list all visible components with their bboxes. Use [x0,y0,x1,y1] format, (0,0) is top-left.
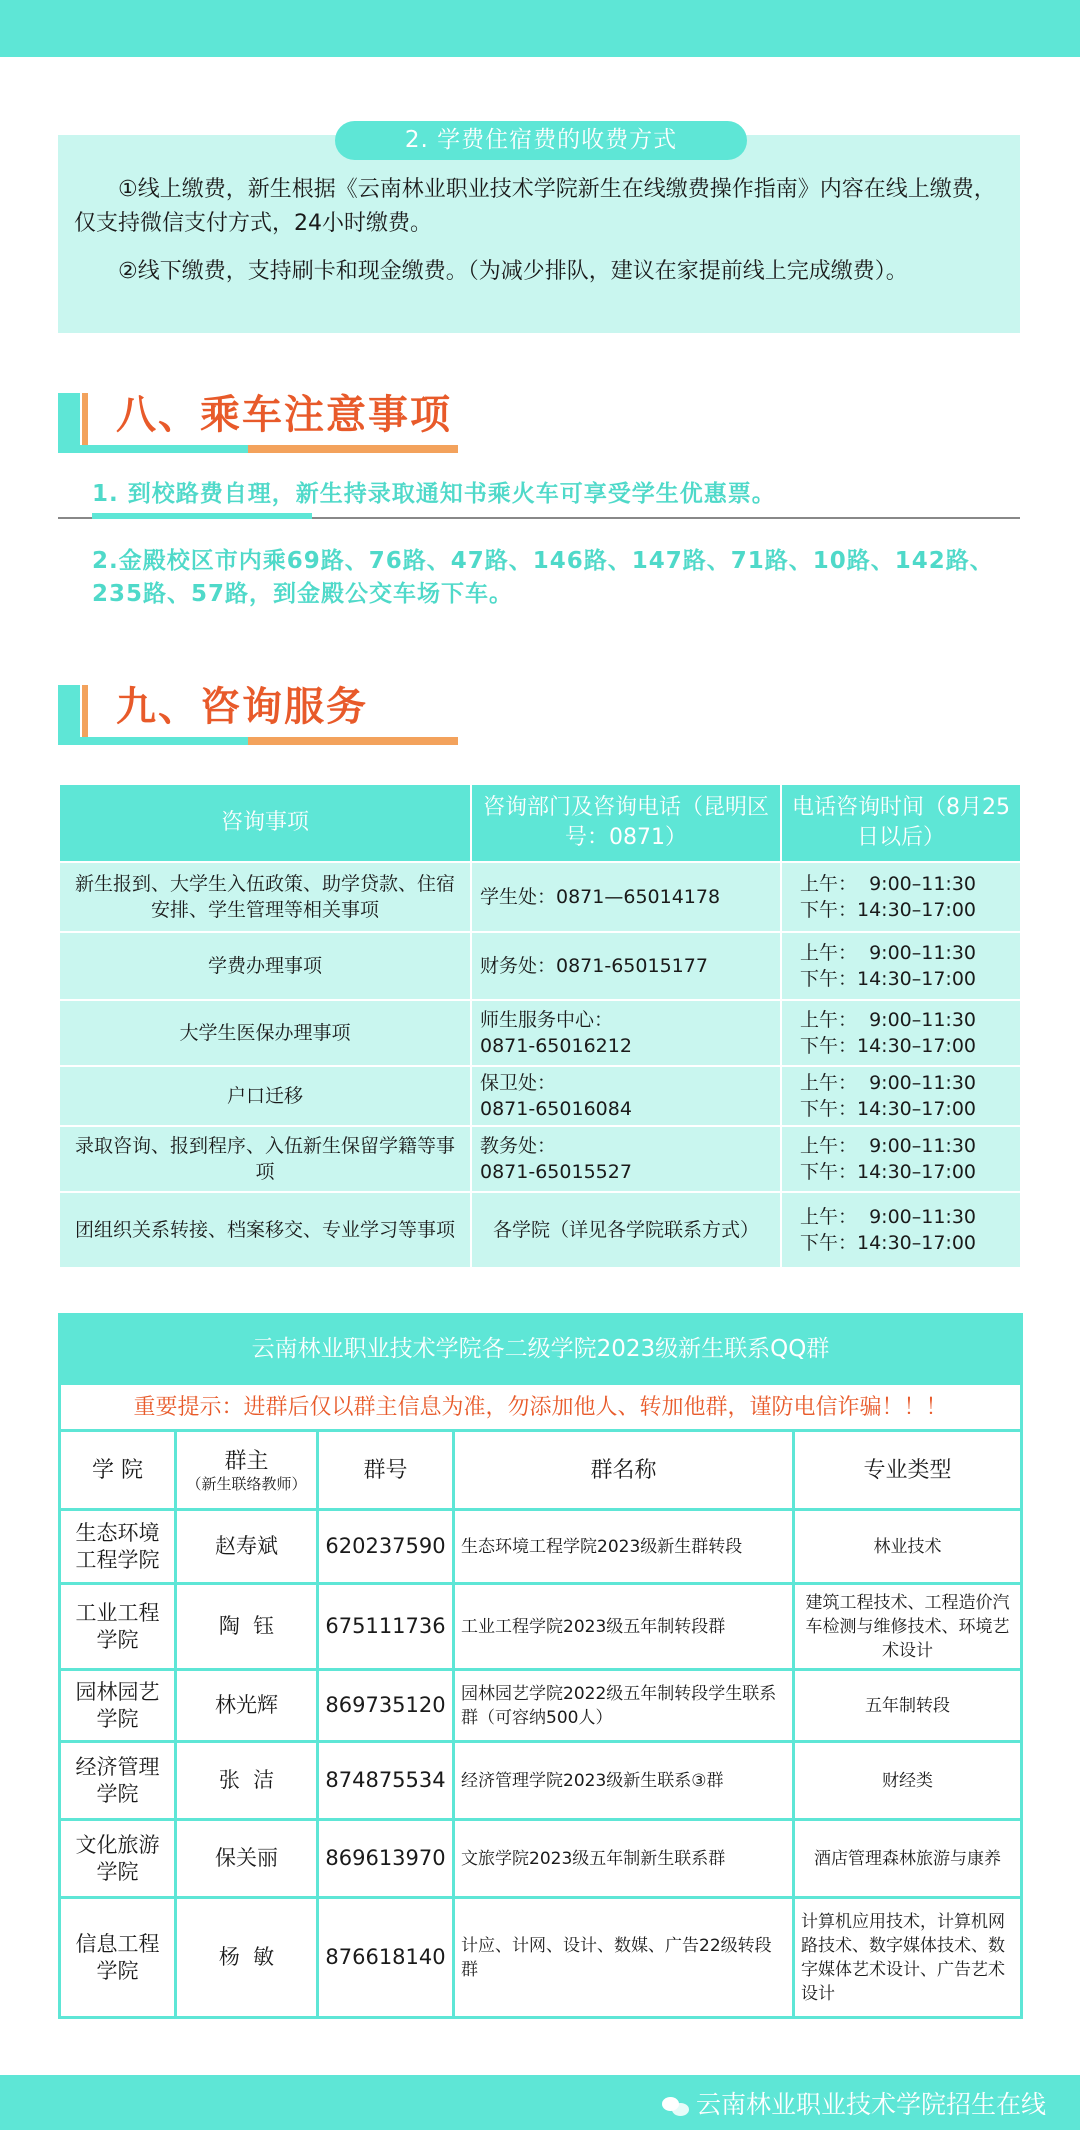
heading-accent [82,685,88,737]
group-name: 文旅学院2023级五年制新生联系群 [454,1820,794,1898]
college-name: 经济管理学院 [60,1742,176,1820]
college-name: 文化旅游学院 [60,1820,176,1898]
bus-note-1: 1. 到校路费自理，新生持录取通知书乘火车可享受学生优惠票。 [92,481,776,507]
fraud-warning: 重要提示：进群后仅以群主信息为准，勿添加他人、转加他群，谨防电信诈骗！！！ [60,1384,1022,1431]
heading-accent [82,393,88,445]
bus-note-2: 2.金殿校区市内乘69路、76路、47路、146路、147路、71路、10路、142路、235路、57路，到金殿公交车场下车。 [92,548,994,607]
table-row [59,862,1021,932]
heading-underline [248,445,458,453]
college-name: 信息工程学院 [60,1898,176,2018]
table-row [60,1510,1022,1584]
consult-time: 上午： 9:00–11:30 下午：14:30–17:00 [781,1000,1021,1066]
column-header: 群名称 [454,1431,794,1510]
heading-underline [58,737,248,745]
heading-accent [58,393,80,445]
major-type: 建筑工程技术、工程造价汽车检测与维修技术、环境艺术设计 [794,1584,1022,1670]
group-name: 生态环境工程学院2023级新生群转段 [454,1510,794,1584]
divider-accent [92,513,312,519]
group-number: 620237590 [318,1510,454,1584]
fee-title: 2. 学费住宿费的收费方式 [335,121,747,160]
table-row [60,1898,1022,2018]
major-type: 林业技术 [794,1510,1022,1584]
column-header-owner [176,1431,318,1510]
table-row [60,1820,1022,1898]
group-name: 工业工程学院2023级五年制转段群 [454,1584,794,1670]
section-8-title: 八、乘车注意事项 [116,392,452,438]
column-header: 专业类型 [794,1431,1022,1510]
column-header: 咨询事项 [59,784,471,862]
group-owner: 林光辉 [176,1670,318,1742]
fee-paragraph-offline: ②线下缴费，支持刷卡和现金缴费。（为减少排队，建议在家提前线上完成缴费）。 [118,259,908,284]
consult-dept: 保卫处： 0871-65016084 [471,1066,781,1126]
group-owner: 杨 敏 [176,1898,318,2018]
group-number: 876618140 [318,1898,454,2018]
consult-item: 新生报到、大学生入伍政策、助学贷款、住宿安排、学生管理等相关事项 [59,862,471,932]
column-header: 群号 [318,1431,454,1510]
wechat-icon [662,2095,690,2117]
major-type: 五年制转段 [794,1670,1022,1742]
consult-time: 上午： 9:00–11:30 下午：14:30–17:00 [781,1192,1021,1268]
consultation-table [58,783,1022,1269]
group-number: 869613970 [318,1820,454,1898]
major-type: 酒店管理森林旅游与康养 [794,1820,1022,1898]
consult-time: 上午： 9:00–11:30 下午：14:30–17:00 [781,862,1021,932]
table-row [59,932,1021,1000]
consult-dept: 教务处： 0871-65015527 [471,1126,781,1192]
qq-group-table [58,1313,1023,2019]
heading-accent [58,685,80,737]
table-row [60,1670,1022,1742]
consult-item: 录取咨询、报到程序、入伍新生保留学籍等事项 [59,1126,471,1192]
table-row [59,1066,1021,1126]
group-owner: 张 洁 [176,1742,318,1820]
footer-account[interactable] [662,2085,1046,2121]
group-number: 675111736 [318,1584,454,1670]
group-name: 园林园艺学院2022级五年制转段学生联系群（可容纳500人） [454,1670,794,1742]
group-owner: 陶 钰 [176,1584,318,1670]
consult-dept: 师生服务中心： 0871-65016212 [471,1000,781,1066]
qq-table-title: 云南林业职业技术学院各二级学院2023级新生联系QQ群 [60,1315,1022,1384]
table-row [59,1126,1021,1192]
table-row [59,1192,1021,1268]
consult-time: 上午： 9:00–11:30 下午：14:30–17:00 [781,932,1021,1000]
college-name: 工业工程学院 [60,1584,176,1670]
consult-item: 学费办理事项 [59,932,471,1000]
column-header: 电话咨询时间（8月25日以后） [781,784,1021,862]
table-row [59,1000,1021,1066]
heading-underline [58,445,248,453]
group-owner: 赵寿斌 [176,1510,318,1584]
consult-item: 户口迁移 [59,1066,471,1126]
consult-time: 上午： 9:00–11:30 下午：14:30–17:00 [781,1126,1021,1192]
group-number: 874875534 [318,1742,454,1820]
section-9-heading [58,677,478,747]
major-type: 计算机应用技术，计算机网路技术、数字媒体技术、数字媒体艺术设计、广告艺术设计 [794,1898,1022,2018]
consult-item: 大学生医保办理事项 [59,1000,471,1066]
consult-dept: 财务处：0871-65015177 [471,932,781,1000]
section-9-title: 九、咨询服务 [116,684,368,730]
heading-underline [248,737,458,745]
column-header: 群主 [224,1448,269,1474]
group-number: 869735120 [318,1670,454,1742]
column-header: 咨询部门及咨询电话（昆明区号：0871） [471,784,781,862]
consult-time: 上午： 9:00–11:30 下午：14:30–17:00 [781,1066,1021,1126]
group-owner: 保关丽 [176,1820,318,1898]
top-band [0,0,1080,57]
footer-account-name: 云南林业职业技术学院招生在线 [695,2090,1046,2119]
column-header: 学 院 [60,1431,176,1510]
fee-paragraph-online: ①线上缴费，新生根据《云南林业职业技术学院新生在线缴费操作指南》内容在线上缴费，仅支持微信支付方式，24小时缴费。 [74,177,996,236]
consult-item: 团组织关系转接、档案移交、专业学习等事项 [59,1192,471,1268]
section-8-heading [58,385,478,455]
table-row [60,1584,1022,1670]
fee-box [58,135,1020,333]
column-header-sub: （新生联络教师） [186,1474,307,1493]
consult-dept: 各学院（详见各学院联系方式） [471,1192,781,1268]
college-name: 生态环境工程学院 [60,1510,176,1584]
table-row [60,1742,1022,1820]
major-type: 财经类 [794,1742,1022,1820]
consult-dept: 学生处：0871—65014178 [471,862,781,932]
college-name: 园林园艺学院 [60,1670,176,1742]
group-name: 计应、计网、设计、数媒、广告22级转段群 [454,1898,794,2018]
group-name: 经济管理学院2023级新生联系③群 [454,1742,794,1820]
